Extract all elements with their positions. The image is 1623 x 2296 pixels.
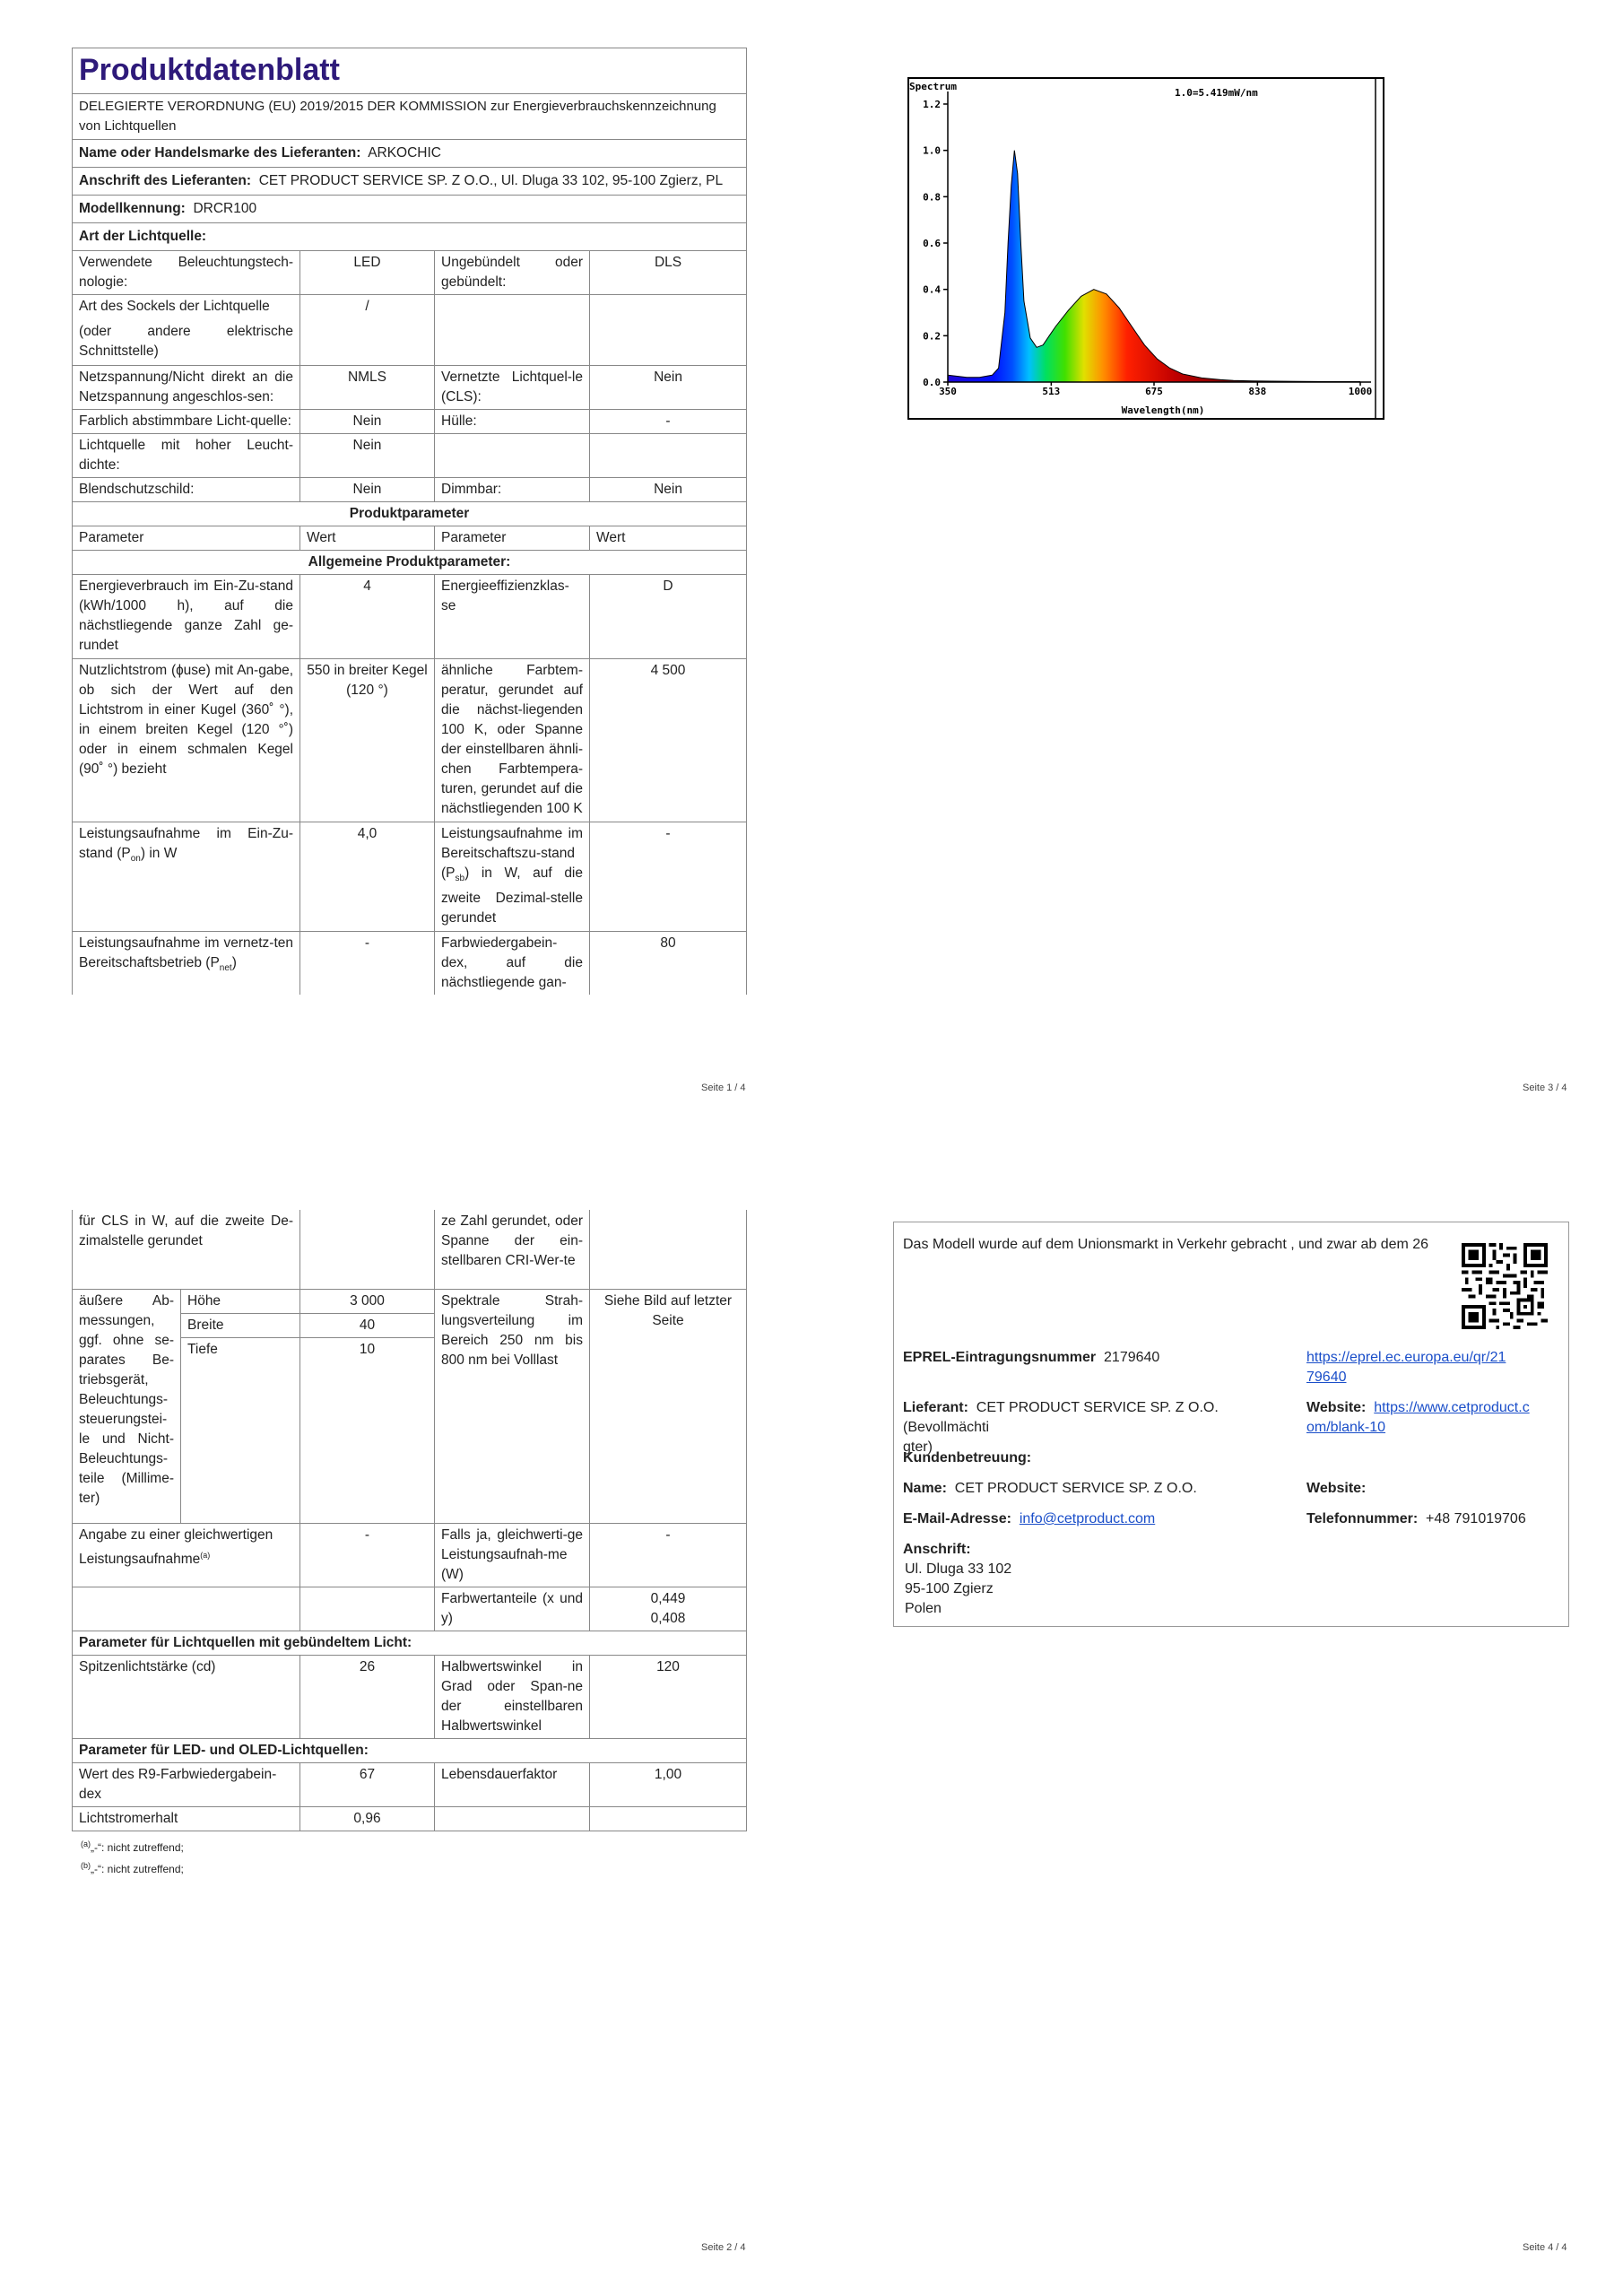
footnote-b-marker: (b) (81, 1861, 91, 1870)
support-name-label: Name: (903, 1481, 947, 1496)
footnote-a (72, 1835, 746, 1857)
param-value: 1,00 (590, 1763, 747, 1807)
address-value: CET PRODUCT SERVICE SP. Z O.O., Ul. Dluga 33 102, 95-100 Zgierz, PL (258, 173, 724, 188)
param-value: Siehe Bild auf letzter Seite (590, 1290, 747, 1524)
eprel-value: 2179640 (1104, 1350, 1160, 1365)
param-value: NMLS (300, 366, 435, 410)
eprel-label: EPREL-Eintragungsnummer (903, 1350, 1097, 1365)
param-value (300, 1210, 435, 1290)
address-heading: Anschrift: (903, 1542, 971, 1557)
address-line: 95-100 Zgierz (905, 1581, 994, 1596)
chroma-x: 0,449 (650, 1591, 686, 1606)
dimension-name: Höhe (181, 1290, 300, 1314)
standby-label: Leistungsaufnahme im Bereitschaftszu-stand (P (441, 826, 583, 881)
dimensions-label: äußere Ab-messungen, ggf. ohne se-parates Be-triebsgerät, Beleuchtungs-steuerungstei-le und Nicht-Beleuchtungs-teile (Millime-ter) (73, 1290, 181, 1523)
param-label: Halbwertswinkel in Grad oder Span-ne der einstellbaren Halbwertswinkel (435, 1656, 590, 1739)
led-params-heading: Parameter für LED- und OLED-Lichtquellen: (73, 1739, 747, 1763)
dimensions-subtable (73, 1290, 299, 1523)
product-params-heading: Produktparameter (73, 502, 747, 526)
email-link[interactable]: info@cetproduct.com (1019, 1511, 1156, 1526)
param-label: ze Zahl gerundet, oder Spanne der ein-stellbaren CRI-Wer-te (435, 1210, 590, 1290)
page-number: Seite 4 / 4 (1523, 2242, 1567, 2253)
param-label: Farbwiedergabein-dex, auf die nächstliegende gan- (435, 932, 590, 996)
param-label (73, 932, 300, 996)
address-block (905, 1560, 1011, 1619)
y-tick-label: 1.0 (923, 144, 941, 157)
param-label: Ungebündelt oder gebündelt: (435, 251, 590, 295)
page-number: Seite 2 / 4 (701, 2242, 746, 2253)
website-link-line2: om/blank-10 (1306, 1420, 1386, 1435)
param-value (590, 1210, 747, 1290)
param-label (435, 822, 590, 932)
param-label: Farblich abstimmbare Licht-quelle: (73, 410, 300, 434)
param-label (73, 1524, 300, 1587)
light-source-type-heading: Art der Lichtquelle: (73, 223, 747, 251)
param-value: 550 in breiter Kegel (120 °) (300, 659, 435, 822)
param-value (590, 1807, 747, 1831)
phone-label: Telefonnummer: (1306, 1511, 1419, 1526)
param-value: Nein (300, 478, 435, 502)
param-label: Lichtstromerhalt (73, 1807, 300, 1831)
dimension-value: 40 (300, 1314, 434, 1338)
y-tick-label: 0.0 (923, 377, 941, 388)
model-value: DRCR100 (193, 201, 257, 216)
param-label: für CLS in W, auf die zweite De-zimalstelle gerundet (73, 1210, 300, 1290)
qr-code-icon (1462, 1243, 1548, 1329)
model-label: Modellkennung: (79, 201, 186, 216)
param-label (73, 822, 300, 932)
param-value: 4 500 (590, 659, 747, 822)
param-value: / (300, 295, 435, 366)
supplier-name-label: Name oder Handelsmarke des Lieferanten: (79, 145, 361, 161)
y-tick-label: 1.2 (923, 99, 941, 110)
param-label: Hülle: (435, 410, 590, 434)
footnote-b-text: „-“: nicht zutreffend; (91, 1863, 184, 1875)
param-value: 0,96 (300, 1807, 435, 1831)
phone-value: +48 791019706 (1426, 1511, 1526, 1526)
param-label: Nutzlichtstrom (ɸuse) mit An-gabe, ob sich der Wert auf den Lichtstrom in einer Kugel (360˚ °), in einem breiten Kegel (120 °˚) oder in einem schmalen Kegel (90˚ °) bezieht (73, 659, 300, 822)
param-label: Energieeffizienzklas-se (435, 575, 590, 659)
power-on-label: Leistungsaufnahme im Ein-Zu-stand (P (79, 826, 293, 861)
website-link-line1: https://www.cetproduct.c (1374, 1400, 1530, 1415)
footnote-b (72, 1857, 746, 1878)
param-label: Spektrale Strah-lungsverteilung im Bereich 250 nm bis 800 nm bei Volllast (435, 1290, 590, 1524)
param-label: Blendschutzschild: (73, 478, 300, 502)
param-value: Nein (590, 366, 747, 410)
y-tick-label: 0.4 (923, 283, 941, 296)
param-value: - (300, 1524, 435, 1587)
email-row (903, 1509, 1155, 1529)
customer-support-heading: Kundenbetreuung: (903, 1450, 1032, 1465)
column-header-value: Wert (590, 526, 747, 551)
support-name-value: CET PRODUCT SERVICE SP. Z O.O. (954, 1481, 1197, 1496)
x-tick-label: 675 (1145, 386, 1163, 397)
dimension-value: 10 (359, 1342, 376, 1357)
param-value (590, 295, 747, 366)
chart-subtitle: 1.0=5.419mW/nm (1175, 87, 1258, 99)
param-value: DLS (590, 251, 747, 295)
standby-sub: sb (455, 874, 465, 884)
dimension-value: 3 000 (300, 1290, 434, 1314)
supplier-label: Lieferant: (903, 1400, 968, 1415)
address-line: Polen (905, 1601, 942, 1616)
param-label: Falls ja, gleichwerti-ge Leistungsaufnah-me (W) (435, 1524, 590, 1587)
y-tick-label: 0.2 (923, 330, 941, 343)
socket-label: Art des Sockels der Lichtquelle (79, 299, 270, 314)
param-label: Lichtquelle mit hoher Leucht-dichte: (73, 434, 300, 478)
param-label: Verwendete Beleuchtungstech-nologie: (73, 251, 300, 295)
equiv-label: Angabe zu einer gleichwertigen Leistungsaufnahme (79, 1527, 273, 1568)
param-value: Nein (300, 410, 435, 434)
directional-params-heading: Parameter für Lichtquellen mit gebündeltem Licht: (73, 1631, 747, 1656)
support-website-label: Website: (1306, 1481, 1367, 1496)
footnote-a-text: „-“: nicht zutreffend; (91, 1841, 184, 1854)
param-label: Vernetzte Lichtquel-le (CLS): (435, 366, 590, 410)
param-label (435, 1807, 590, 1831)
param-value: LED (300, 251, 435, 295)
email-label: E-Mail-Adresse: (903, 1511, 1011, 1526)
param-value (590, 434, 747, 478)
general-params-heading: Allgemeine Produktparameter: (73, 551, 747, 575)
product-data-table-p2 (72, 1210, 747, 1831)
param-label: Energieverbrauch im Ein-Zu-stand (kWh/1000 h), auf die nächstliegende ganze Zahl ge-rundet (73, 575, 300, 659)
param-value: 120 (590, 1656, 747, 1739)
document-title: Produktdatenblatt (73, 48, 747, 94)
power-on-label-end: ) in W (140, 846, 178, 861)
eprel-link[interactable] (1306, 1348, 1567, 1387)
x-tick-label: 838 (1248, 386, 1267, 397)
param-value: - (590, 410, 747, 434)
param-value: Nein (300, 434, 435, 478)
supplier-value-line1: CET PRODUCT SERVICE SP. Z O.O. (Bevollmächti (903, 1400, 1219, 1435)
param-label (73, 295, 300, 366)
param-value (590, 1587, 747, 1631)
param-value: 4 (300, 575, 435, 659)
footnote-a-marker: (a) (81, 1839, 91, 1848)
x-tick-label: 350 (939, 386, 957, 397)
y-tick-label: 0.8 (923, 191, 941, 204)
dimensions-filler (181, 1361, 300, 1523)
website-label: Website: (1306, 1400, 1367, 1415)
x-tick-label: 1000 (1348, 386, 1373, 397)
param-value: - (590, 1524, 747, 1587)
eprel-link-line1: https://eprel.ec.europa.eu/qr/21 (1306, 1350, 1506, 1365)
page-number: Seite 1 / 4 (701, 1083, 746, 1093)
param-label: ähnliche Farbtem-peratur, gerundet auf die nächst-liegenden 100 K, oder Spanne der einstellbaren ähnli-chen Farbtempera-turen, gerundet auf die nächstliegenden 100 K (435, 659, 590, 822)
supplier-name-value: ARKOCHIC (368, 145, 442, 161)
chart-title: Spectrum (909, 81, 957, 92)
x-tick-label: 513 (1042, 386, 1061, 397)
param-value: - (590, 822, 747, 932)
chroma-y: 0,408 (650, 1611, 686, 1626)
eprel-row (903, 1348, 1159, 1368)
column-header-parameter: Parameter (73, 526, 300, 551)
dimensions-cell (73, 1290, 300, 1524)
param-label: Lebensdauerfaktor (435, 1763, 590, 1807)
column-header-parameter: Parameter (435, 526, 590, 551)
networked-standby-sub: net (219, 963, 232, 974)
param-value (300, 1587, 435, 1631)
param-value: 67 (300, 1763, 435, 1807)
networked-standby-label: Leistungsaufnahme im vernetz-ten Bereitschaftsbetrieb (P (79, 935, 293, 971)
product-data-table-p1 (72, 48, 747, 995)
param-label (73, 1587, 300, 1631)
dimension-name: Tiefe (187, 1342, 218, 1357)
y-tick-label: 0.6 (923, 238, 941, 249)
market-text: Das Modell wurde auf dem Unionsmarkt in Verkehr gebracht , und zwar ab dem 26 (903, 1237, 1429, 1252)
supplier-value-line2: gter) (903, 1439, 933, 1455)
param-label: Netzspannung/Nicht direkt an die Netzspannung angeschlos-sen: (73, 366, 300, 410)
dimension-name: Breite (181, 1314, 300, 1338)
eprel-link-line2: 79640 (1306, 1370, 1347, 1385)
socket-label-cont: (oder andere elektrische Schnittstelle) (79, 324, 293, 359)
support-name-row (903, 1479, 1197, 1499)
param-value: 80 (590, 932, 747, 996)
param-label: Spitzenlichtstärke (cd) (73, 1656, 300, 1739)
model-row (73, 196, 747, 223)
regulation-text: DELEGIERTE VERORDNUNG (EU) 2019/2015 DER KOMMISSION zur Energieverbrauchskennzeichnung von Lichtquellen (73, 94, 747, 140)
standby-label-end: ) in W, auf die zweite Dezimal-stelle gerundet (441, 865, 583, 926)
page-2 (72, 1210, 746, 1878)
chart-x-axis-label: Wavelength(nm) (1121, 404, 1205, 416)
equiv-sup: (a) (200, 1551, 211, 1560)
param-value: D (590, 575, 747, 659)
supplier-name-row (73, 140, 747, 168)
dimension-values-cell (300, 1290, 435, 1524)
address-line: Ul. Dluga 33 102 (905, 1561, 1012, 1577)
param-label: Dimmbar: (435, 478, 590, 502)
website-row (1306, 1398, 1567, 1438)
column-header-value: Wert (300, 526, 435, 551)
param-label (435, 434, 590, 478)
spectrum-chart (907, 77, 1384, 420)
param-value: 26 (300, 1656, 435, 1739)
phone-row (1306, 1509, 1526, 1529)
param-label: Farbwertanteile (x und y) (435, 1587, 590, 1631)
supplier-address-row (73, 168, 747, 196)
address-label: Anschrift des Lieferanten: (79, 173, 252, 188)
param-value: Nein (590, 478, 747, 502)
param-label: Wert des R9-Farbwiedergabein-dex (73, 1763, 300, 1807)
param-value: - (300, 932, 435, 996)
param-value: 4,0 (300, 822, 435, 932)
page-number: Seite 3 / 4 (1523, 1083, 1567, 1093)
param-label (435, 295, 590, 366)
power-on-sub: on (130, 854, 141, 865)
networked-standby-label-end: ) (231, 955, 237, 971)
page-1 (72, 48, 746, 995)
